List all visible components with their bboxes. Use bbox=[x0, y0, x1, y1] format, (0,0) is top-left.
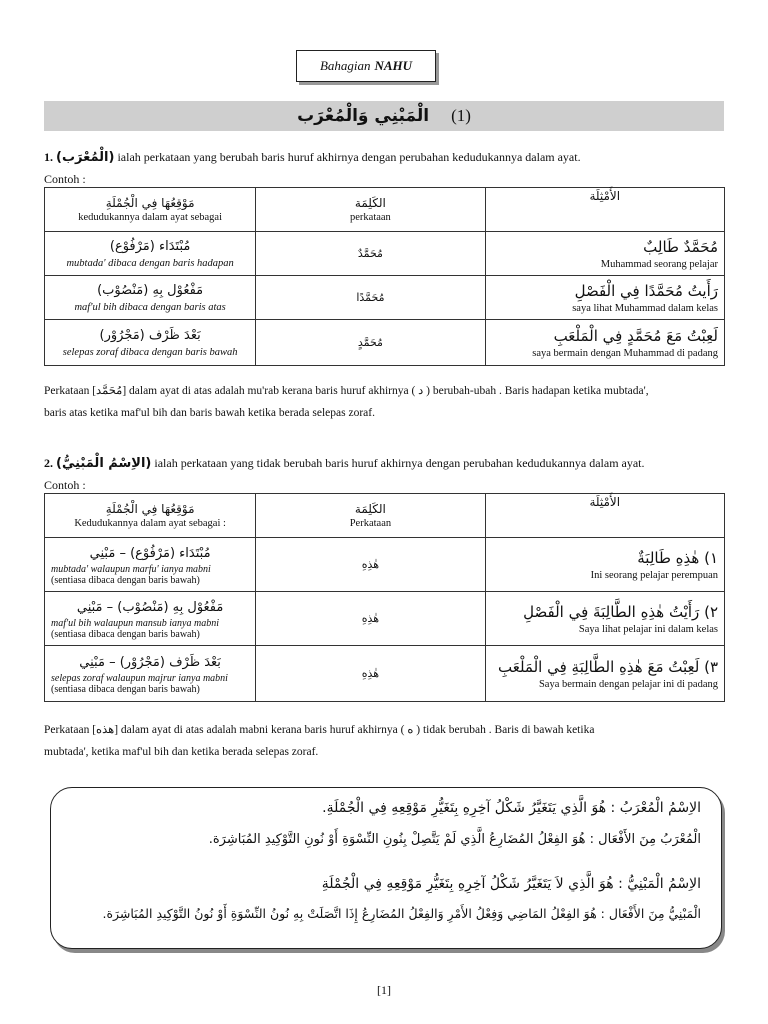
row-example-ms: Ini seorang pelajar perempuan bbox=[590, 569, 718, 581]
row-example-ms: saya lihat Muhammad dalam kelas bbox=[572, 302, 718, 314]
row-example-ar: ٣) لَعِبْتُ مَعَ هٰذِهِ الطَّالِبَةِ فِي الْمَلْعَبِ bbox=[497, 657, 718, 676]
row-position-note: (sentiasa dibaca dengan baris bawah) bbox=[51, 574, 200, 586]
part2-table bbox=[44, 493, 725, 702]
part2-number: 2. bbox=[44, 456, 53, 470]
title-number: (1) bbox=[451, 106, 471, 125]
row-example-ms: saya bermain dengan Muhammad di padang bbox=[532, 347, 718, 359]
title-bar bbox=[44, 101, 724, 131]
table-header-row bbox=[45, 494, 725, 538]
header-word-ms: perkataan bbox=[350, 211, 391, 223]
row-position-ar: بَعْدَ ظَرْف (مَجْرُوْر) bbox=[99, 327, 201, 343]
summary-line-mabni-verbs: الْمَبْنِيُّ مِنَ الأَفْعَال : هُوَ الفِعْلُ المَاضِي وَفِعْلُ الأَمْرِ وَالفِعْلُ المُضَارِعُ إِذَا اتَّصَلَتْ بِهِ نُونُ النِّسْوَةِ أَوْ نُونُ التَّوْكِيدِ المُبَاشِرَة. bbox=[102, 906, 701, 921]
header-examples-ar: الأَمْثِلَة bbox=[589, 495, 621, 509]
part1-explanation-line1: Perkataan [مُحَمَّد] dalam ayat di atas adalah mu'rab kerana baris huruf akhirnya ( د ) berubah-ubah . Baris hadapan ketika mubtada', bbox=[44, 385, 649, 397]
row-position-ar: بَعْدَ ظَرْف (مَجْرُوْر) – مَبْنِي bbox=[79, 654, 221, 670]
header-word-ar: الكَلِمَة bbox=[354, 501, 386, 516]
row-position-ar: مُبْتَدَاء (مَرْفُوْع) bbox=[109, 238, 191, 254]
row-word: مُحَمَّدٌ bbox=[256, 232, 485, 276]
part2-definition bbox=[44, 456, 645, 471]
header-position-ar: مَوْقِعُهَا فِي الْجُمْلَةِ bbox=[105, 195, 195, 210]
header-position-ms: kedudukannya dalam ayat sebagai bbox=[78, 211, 222, 223]
row-example-ar: لَعِبْتُ مَعَ مُحَمَّدٍ فِي الْمَلْعَبِ bbox=[553, 326, 718, 345]
row-position-ms: mubtada' dibaca dengan baris hadapan bbox=[66, 257, 234, 269]
row-position-ar: مَفْعُوْل بِهِ (مَنْصُوْب) bbox=[97, 282, 204, 298]
row-position-note: (sentiasa dibaca dengan baris bawah) bbox=[51, 628, 200, 640]
section-label-box bbox=[296, 50, 436, 82]
row-example-ms: Saya lihat pelajar ini dalam kelas bbox=[578, 623, 718, 635]
table-row bbox=[45, 646, 725, 702]
part1-definition bbox=[44, 150, 581, 165]
part2-contoh: Contoh : bbox=[44, 478, 86, 492]
part1-term: (الْمُعْرَب) bbox=[56, 150, 115, 165]
table-row bbox=[45, 592, 725, 646]
row-position-ms: maf'ul bih dibaca dengan baris atas bbox=[74, 301, 226, 313]
table-row bbox=[45, 276, 725, 320]
row-position-ar: مُبْتَدَاء (مَرْفُوْع) – مَبْنِي bbox=[89, 545, 211, 561]
row-position-ms: mubtada' walaupun marfu' ianya mabni bbox=[51, 563, 211, 575]
part1-explanation-line2: baris atas ketika maf'ul bih dan baris bawah ketika berada selepas zoraf. bbox=[44, 407, 375, 419]
part2-term: (الاِسْمُ الْمَبْنِيُّ) bbox=[56, 456, 152, 471]
part1-number: 1. bbox=[44, 150, 53, 164]
title-arabic: الْمَبْنِي وَالْمُعْرَب bbox=[297, 106, 430, 126]
table-row bbox=[45, 232, 725, 276]
row-example-ms: Saya bermain dengan pelajar ini di padang bbox=[538, 678, 718, 690]
part2-explanation-line1: Perkataan [هذه] dalam ayat di atas adalah mabni kerana baris huruf akhirnya ( ه ) tidak berubah . Baris di bawah ketika bbox=[44, 724, 595, 736]
table-header-row bbox=[45, 188, 725, 232]
part1-definition-text: ialah perkataan yang berubah baris huruf akhirnya dengan perubahan kedudukannya dalam ayat. bbox=[117, 150, 581, 164]
part1-explanation bbox=[44, 380, 734, 424]
row-word: مُحَمَّدًا bbox=[256, 276, 485, 320]
header-position-ar: مَوْقِعُهَا فِي الْجُمْلَةِ bbox=[105, 501, 195, 516]
table-row bbox=[45, 538, 725, 592]
part2-explanation bbox=[44, 719, 734, 763]
part1-contoh: Contoh : bbox=[44, 172, 86, 186]
row-word: هٰذِهِ bbox=[256, 592, 485, 646]
row-position-ms: selepas zoraf dibaca dengan baris bawah bbox=[62, 346, 238, 358]
row-position-ms: maf'ul bih walaupun mansub ianya mabni bbox=[51, 617, 219, 629]
summary-line-mu-rab: الاِسْمُ الْمُعْرَبُ : هُوَ الَّذِي يَتَغَيَّرُ شَكْلُ آخِرِهِ بِتَغَيُّرِ مَوْقِعِهِ فِي الْجُمْلَةِ. bbox=[322, 800, 701, 816]
row-word: هٰذِهِ bbox=[256, 646, 485, 702]
row-example-ar: رَأَيتُ مُحَمَّدًا فِي الْفَصْلِ bbox=[574, 281, 718, 300]
row-position-ar: مَفْعُوْل بِهِ (مَنْصُوْب) – مَبْنِي bbox=[76, 599, 224, 615]
row-word: هٰذِهِ bbox=[256, 538, 485, 592]
section-name: NAHU bbox=[374, 58, 413, 73]
header-position-ms: Kedudukannya dalam ayat sebagai : bbox=[74, 517, 226, 529]
summary-box bbox=[50, 787, 722, 949]
part2-definition-text: ialah perkataan yang tidak berubah baris huruf akhirnya dengan perubahan kedudukannya dalam ayat. bbox=[154, 456, 645, 470]
row-word: مُحَمَّدٍ bbox=[256, 320, 485, 366]
row-example-ar: ٢) رَأَيْتُ هٰذِهِ الطَّالِبَةَ فِي الْفَصْلِ bbox=[523, 602, 718, 621]
part2-explanation-line2: mubtada', ketika maf'ul bih dan ketika berada selepas zoraf. bbox=[44, 746, 319, 758]
header-examples-ar: الأَمْثِلَة bbox=[589, 189, 621, 203]
row-example-ms: Muhammad seorang pelajar bbox=[600, 258, 718, 270]
section-label: Bahagian bbox=[319, 58, 371, 73]
part1-table bbox=[44, 187, 725, 366]
summary-line-mabni: الاِسْمُ الْمَبْنِيُّ : هُوَ الَّذِي لاَ يَتَغَيَّرُ شَكْلُ آخِرِهِ بِتَغَيُّرِ مَوْقِعِهِ فِي الْجُمْلَةِ bbox=[321, 876, 701, 892]
row-example-ar: مُحَمَّدٌ طَالِبٌ bbox=[643, 237, 718, 256]
header-word-ms: Perkataan bbox=[349, 517, 392, 529]
header-word-ar: الكَلِمَة bbox=[354, 195, 386, 210]
table-row bbox=[45, 320, 725, 366]
summary-line-mu-rab-verbs: الْمُعْرَبُ مِنَ الأَفْعَال : هُوَ الفِعْلُ المُضَارِعُ الَّذِي لَمْ يَتَّصِلْ بِنُونِ النِّسْوَةِ أَوْ نُونِ التَّوْكِيدِ المُبَاشِرَة. bbox=[208, 832, 701, 847]
row-position-note: (sentiasa dibaca dengan baris bawah) bbox=[51, 683, 200, 695]
page-number: [1] bbox=[377, 983, 391, 997]
row-example-ar: ١) هٰذِهِ طَالِبَةٌ bbox=[637, 548, 718, 567]
row-position-ms: selepas zoraf walaupun majrur ianya mabni bbox=[51, 672, 228, 684]
